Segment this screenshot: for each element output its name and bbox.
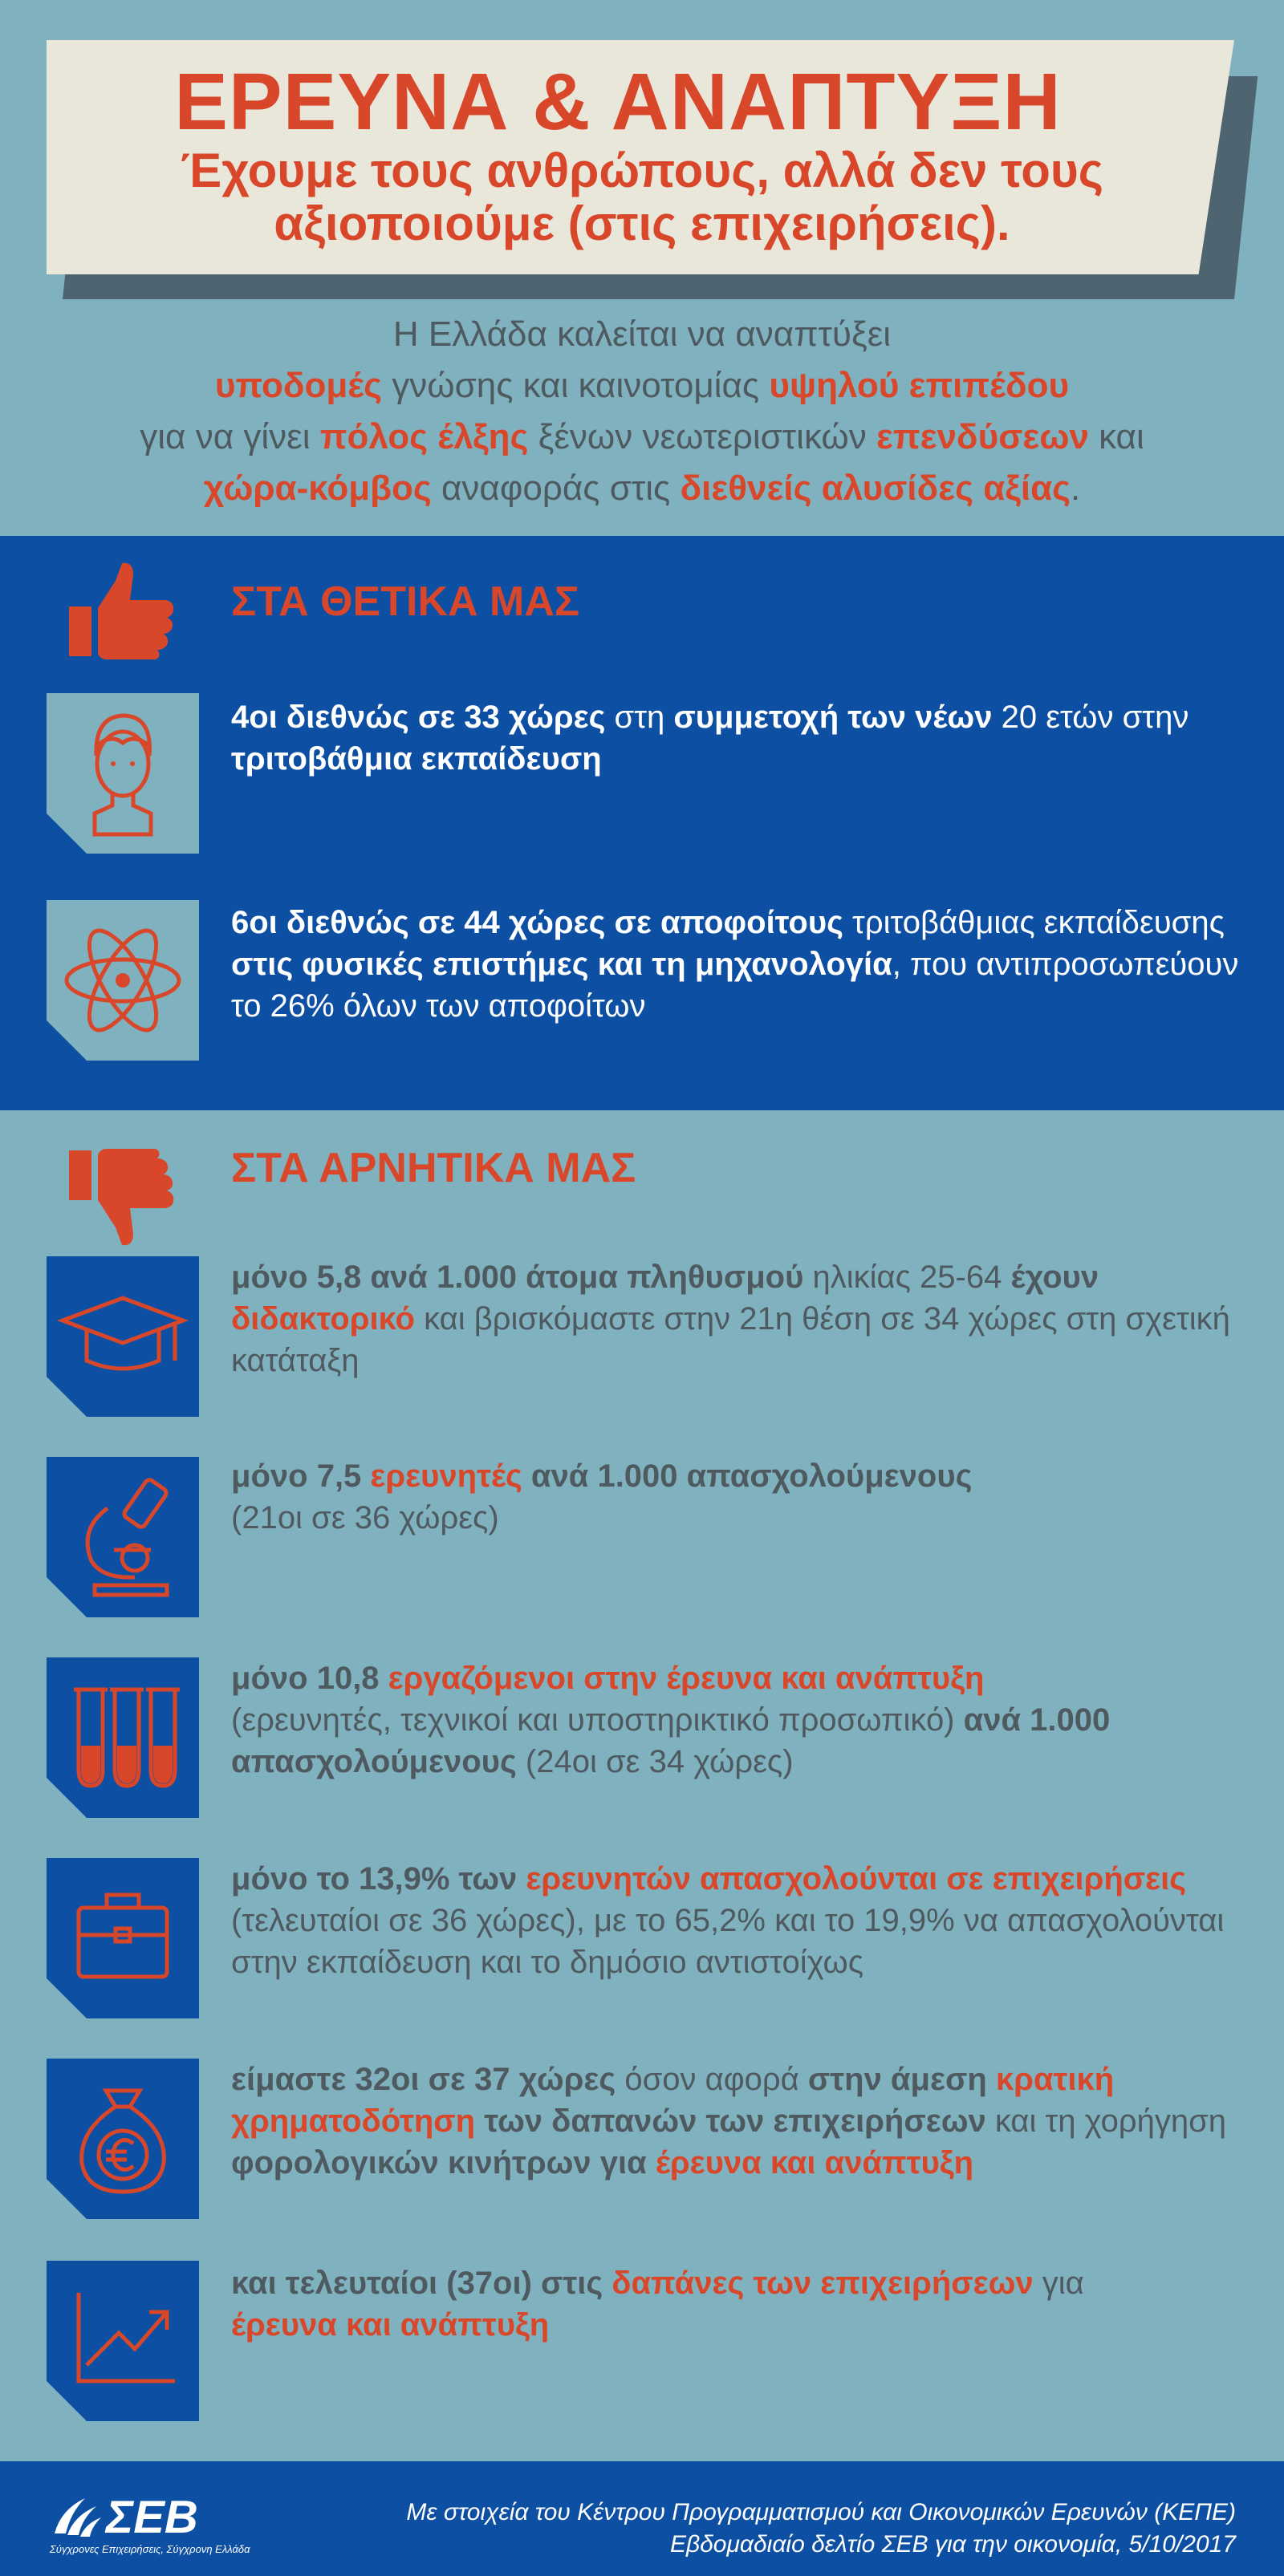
person-icon <box>47 693 199 854</box>
intro-text-part: . <box>1071 469 1081 508</box>
source-note <box>406 2497 1236 2561</box>
item-text-bold: μόνο 7,5 <box>231 1458 371 1494</box>
item-text-bold: 4οι διεθνώς σε 33 χώρες <box>231 700 606 735</box>
item-text-bold: συμμετοχή των νέων <box>673 700 993 735</box>
atom-icon <box>47 900 199 1061</box>
item-text-highlight: κρατική χρηματοδότηση <box>231 2062 1115 2139</box>
source-line2: Εβδομαδιαίο δελτίο ΣΕΒ για την οικονομία, 5/10/2017 <box>669 2531 1236 2558</box>
intro-hl: πόλος έλξης <box>319 417 529 456</box>
intro-line3 <box>32 412 1252 463</box>
item-text-part: τριτοβάθμιας εκπαίδευσης <box>843 905 1225 940</box>
subtitle-line2: αξιοποιούμε (στις επιχειρήσεις). <box>274 197 1010 250</box>
item-text-highlight: ερευνητών απασχολούνται σε επιχειρήσεις <box>526 1861 1187 1897</box>
logo-tagline: Σύγχρονες Επιχειρήσεις, Σύγχρονη Ελλάδα <box>50 2543 250 2555</box>
euro-bag-icon <box>47 2059 199 2219</box>
negative-item-5 <box>231 2059 1258 2184</box>
item-text-part: (ερευνητές, τεχνικοί και υποστηρικτικό προσωπικό) <box>231 1702 964 1738</box>
item-text-part: (21οι σε 36 χώρες) <box>231 1500 499 1535</box>
item-text-highlight: εργαζόμενοι στην έρευνα και ανάπτυξη <box>388 1661 985 1696</box>
item-text-bold: ανά 1.000 απασχολούμενους <box>231 1702 1111 1779</box>
graduation-cap-icon <box>47 1256 199 1417</box>
footer <box>0 2461 1284 2576</box>
item-text-highlight: ερευνητές <box>370 1458 522 1494</box>
item-text-bold: και τελευταίοι (37οι) στις <box>231 2266 612 2301</box>
intro-line4 <box>32 463 1252 514</box>
item-text-part: , που αντιπροσωπεύουν το 26% όλων των αποφοίτων <box>231 947 1239 1024</box>
item-text-part: 20 ετών στην <box>992 700 1189 735</box>
intro-line2 <box>32 360 1252 412</box>
item-text-bold: μόνο 10,8 <box>231 1661 388 1696</box>
item-text-bold: στις φυσικές επιστήμες και τη μηχανολογία <box>231 947 892 982</box>
negative-item-1 <box>231 1256 1258 1381</box>
item-text-part: και βρισκόμαστε στην 21η θέση σε 34 χώρες στη σχετική κατάταξη <box>231 1301 1230 1378</box>
growth-chart-icon <box>47 2261 199 2421</box>
intro-text-part: γνώσης και καινοτομίας <box>382 366 770 405</box>
item-text-highlight: έρευνα και ανάπτυξη <box>655 2145 974 2180</box>
item-text-part: στη <box>605 700 674 735</box>
item-text-highlight: έρευνα και ανάπτυξη <box>231 2307 550 2343</box>
negative-item-2 <box>231 1455 1258 1539</box>
thumbs-down-icon <box>66 1144 178 1248</box>
intro-text-part: αναφοράς στις <box>431 469 681 508</box>
item-text-bold: μόνο 5,8 ανά 1.000 άτομα πληθυσμού <box>231 1260 804 1295</box>
intro-line1: Η Ελλάδα καλείται να αναπτύξει <box>392 314 892 354</box>
logo-text: ΣΕΒ <box>106 2491 198 2543</box>
item-text-bold: ανά 1.000 απασχολούμενους <box>522 1458 973 1494</box>
positive-item-2 <box>231 902 1258 1027</box>
source-line1: Με στοιχεία του Κέντρου Προγραμματισμού και Οικονομικών Ερευνών (ΚΕΠΕ) <box>406 2499 1236 2525</box>
item-text-part: ηλικίας 25-64 <box>803 1260 1011 1295</box>
item-text-part: για <box>1033 2266 1084 2301</box>
test-tubes-icon <box>47 1657 199 1818</box>
positive-item-1 <box>231 696 1258 780</box>
item-text-highlight: διδακτορικό <box>231 1301 415 1337</box>
item-text-bold: των δαπανών των επιχειρήσεων <box>475 2103 986 2139</box>
intro-hl: υψηλού επιπέδου <box>769 366 1070 405</box>
item-text-bold: είμαστε 32οι σε 37 χώρες <box>231 2062 616 2097</box>
item-text-bold: έχουν <box>1010 1260 1099 1295</box>
intro-hl: χώρα-κόμβος <box>203 469 432 508</box>
subtitle-line1: Έχουμε τους ανθρώπους, αλλά δεν τους <box>181 144 1103 197</box>
positives-section <box>0 536 1284 1110</box>
person-icon-box <box>47 693 199 854</box>
page-subtitle <box>48 144 1236 250</box>
item-text-bold: φορολογικών κινήτρων για <box>231 2145 656 2180</box>
item-text-part: (24οι σε 34 χώρες) <box>516 1744 794 1779</box>
negative-item-3 <box>231 1657 1258 1783</box>
growth-chart-icon-box <box>47 2261 199 2421</box>
briefcase-icon <box>47 1858 199 2018</box>
item-text-bold: στην άμεση <box>807 2062 996 2097</box>
negative-item-4 <box>231 1858 1258 1983</box>
graduation-cap-icon-box <box>47 1256 199 1417</box>
intro-text-part: για να γίνει <box>140 417 320 456</box>
negatives-heading: ΣΤΑ ΑΡΝΗΤΙΚΑ ΜΑΣ <box>231 1145 636 1191</box>
microscope-icon <box>47 1457 199 1617</box>
item-text-part: και τη χορήγηση <box>985 2103 1227 2139</box>
euro-bag-icon-box <box>47 2059 199 2219</box>
intro-text <box>32 309 1252 514</box>
intro-hl: διεθνείς αλυσίδες αξίας <box>680 469 1071 508</box>
briefcase-icon-box <box>47 1858 199 2018</box>
positives-heading: ΣΤΑ ΘΕΤΙΚΑ ΜΑΣ <box>231 578 580 625</box>
item-text-bold: τριτοβάθμια εκπαίδευση <box>231 741 602 777</box>
atom-icon-box <box>47 900 199 1061</box>
item-text-highlight: δαπάνες των επιχειρήσεων <box>612 2266 1034 2301</box>
item-text-bold: 6οι διεθνώς σε 44 χώρες σε αποφοίτους <box>231 905 843 940</box>
test-tubes-icon-box <box>47 1657 199 1818</box>
microscope-icon-box <box>47 1457 199 1617</box>
intro-text-part: ξένων νεωτεριστικών <box>528 417 876 456</box>
item-text-part: όσον αφορά <box>616 2062 808 2097</box>
negative-item-6 <box>231 2262 1258 2346</box>
seb-logo <box>50 2490 250 2562</box>
intro-text-part: και <box>1088 417 1144 456</box>
item-text-part: (τελευταίοι σε 36 χώρες), με το 65,2% και το 19,9% να απασχολούνται στην εκπαίδευση και το δημόσιο αντιστοίχως <box>231 1903 1225 1980</box>
intro-hl: επενδύσεων <box>876 417 1089 456</box>
negatives-section <box>0 1110 1284 2461</box>
page-title: ΕΡΕΥΝΑ & ΑΝΑΠΤΥΞΗ <box>174 57 1062 147</box>
thumbs-up-icon <box>66 560 178 664</box>
logo-mark-icon <box>50 2495 103 2540</box>
item-text-bold: μόνο το 13,9% των <box>231 1861 526 1897</box>
intro-hl: υποδομές <box>214 366 383 405</box>
